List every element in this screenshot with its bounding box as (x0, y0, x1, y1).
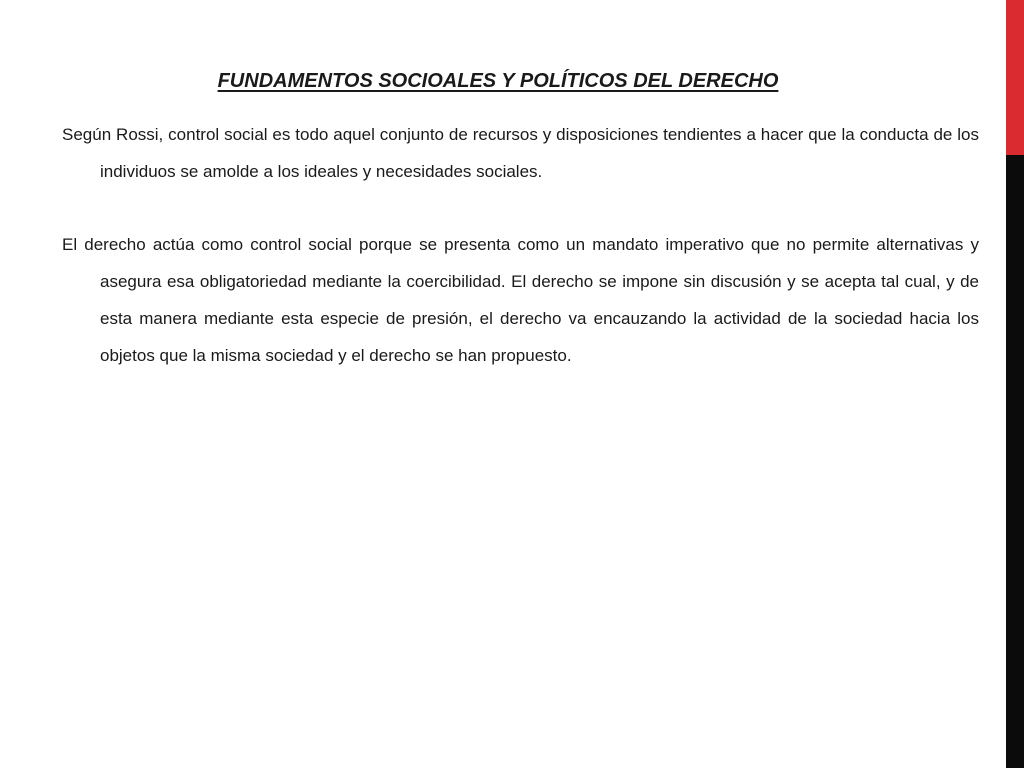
accent-bar-black (1006, 155, 1024, 768)
sidebar-gap (996, 0, 1006, 768)
paragraph-derecho-control: El derecho actúa como control social porque se presenta como un mandato imperativo que no permite alternativas y asegura esa obligatoriedad mediante la coercibilidad. El derecho se impone sin discusión y se acepta tal cual, y de esta manera mediante esta especie de presión, el derecho va encauzando la actividad de la sociedad hacia los objetos que la misma sociedad y el derecho se han propuesto. (62, 235, 979, 365)
slide-body (62, 116, 979, 374)
slide-title: FUNDAMENTOS SOCIOALES Y POLÍTICOS DEL DERECHO (217, 70, 779, 93)
accent-bar-red (1006, 0, 1024, 155)
paragraph-control-social: Según Rossi, control social es todo aquel conjunto de recursos y disposiciones tendientes a hacer que la conducta de los individuos se amolde a los ideales y necesidades sociales. (62, 125, 979, 181)
